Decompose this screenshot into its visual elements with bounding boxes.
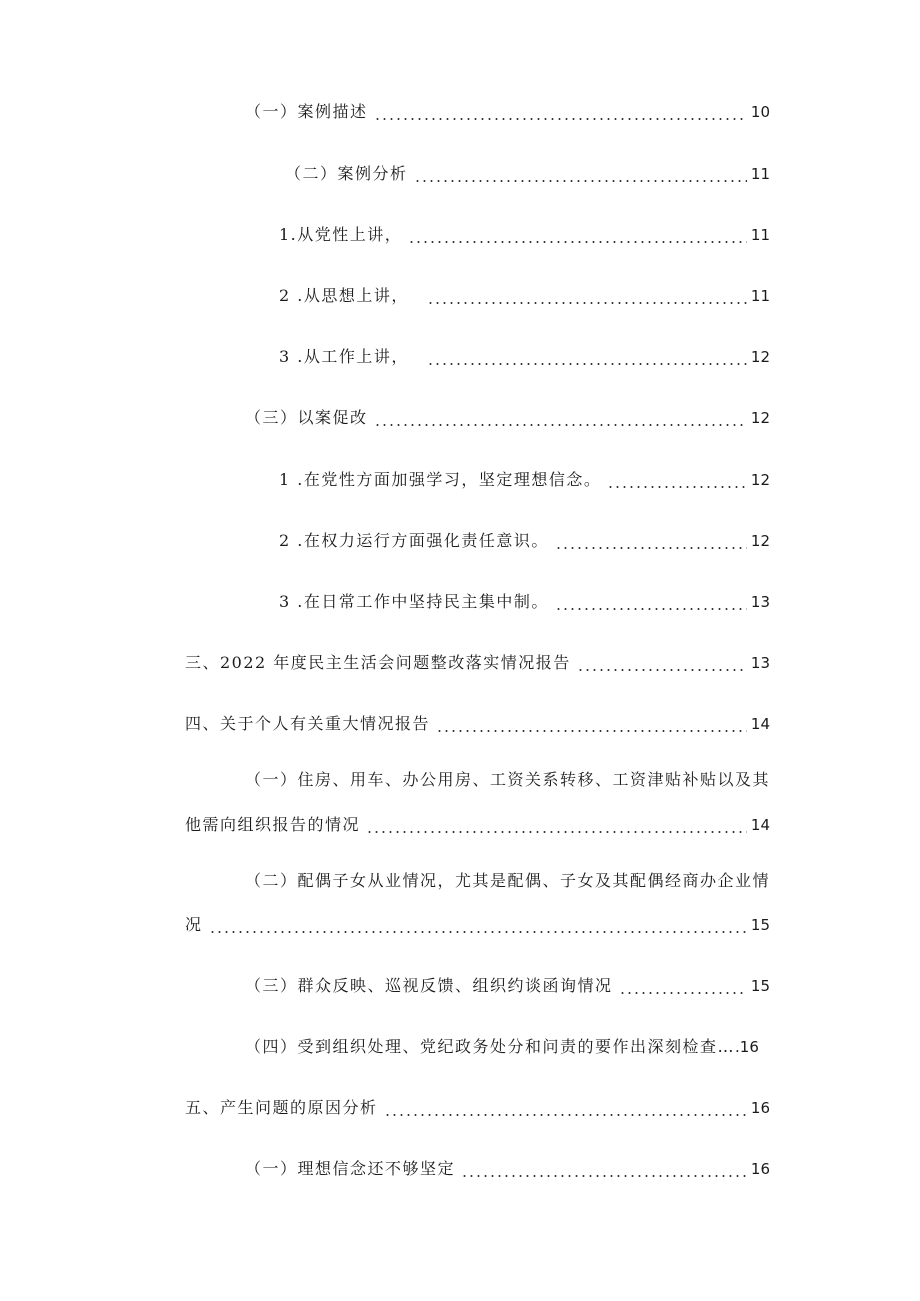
toc-entry-label: 他需向组织报告的情况	[185, 815, 361, 834]
toc-entry-label-line1[interactable]: （二）配偶子女从业情况，尤其是配偶、子女及其配偶经商办企业情	[245, 871, 771, 890]
toc-entry[interactable]	[245, 1032, 770, 1062]
toc-entry[interactable]	[279, 526, 770, 556]
toc-entry[interactable]	[245, 1154, 770, 1184]
toc-entry-label: 2 .在权力运行方面强化责任意识。	[279, 531, 549, 550]
dot-leader	[607, 486, 747, 488]
toc-entry-label: 1.从党性上讲，	[279, 225, 403, 244]
toc-entry-label: （一）理想信念还不够坚定	[245, 1159, 456, 1178]
dot-leader	[209, 931, 747, 933]
toc-entry-label: （四）受到组织处理、党纪政务处分和问责的要作出深刻检查…	[245, 1037, 736, 1056]
toc-entry-label: （一）案例描述	[245, 102, 368, 121]
toc-entry[interactable]	[285, 159, 770, 189]
dot-leader	[577, 669, 747, 671]
toc-entry[interactable]	[245, 403, 770, 433]
dot-leader	[408, 241, 747, 243]
toc-entry-page: 15	[750, 916, 770, 934]
toc-entry[interactable]	[185, 810, 770, 840]
toc-entry-page: 13	[750, 593, 770, 611]
dot-leader	[414, 180, 747, 182]
dot-leader	[555, 547, 747, 549]
toc-entry-page: 13	[750, 654, 770, 672]
toc-entry[interactable]	[245, 971, 770, 1001]
toc-entry-page: 12	[750, 471, 770, 489]
toc-entry[interactable]	[185, 910, 770, 940]
toc-entry-page: 11	[750, 287, 770, 305]
toc-entry-page: .16	[735, 1038, 759, 1056]
toc-entry-label: （二）案例分析	[285, 164, 408, 183]
dot-leader	[427, 363, 747, 365]
toc-entry-label: 1 .在党性方面加强学习，坚定理想信念。	[279, 470, 602, 489]
toc-entry[interactable]	[245, 97, 770, 127]
toc-entry-page: 14	[750, 816, 770, 834]
dot-leader	[436, 730, 747, 732]
dot-leader	[427, 302, 747, 304]
dot-leader	[555, 608, 747, 610]
toc-entry-label: （三）以案促改	[245, 408, 368, 427]
toc-entry-label: （三）群众反映、巡视反馈、组织约谈函询情况	[245, 976, 613, 995]
toc-entry-label: 2 .从思想上讲，	[279, 286, 409, 305]
dot-leader	[384, 1114, 747, 1116]
toc-entry-label: 3 .从工作上讲，	[279, 347, 409, 366]
toc-entry-label: 四、关于个人有关重大情况报告	[185, 714, 431, 733]
toc-entry-page: 10	[750, 103, 770, 121]
toc-entry[interactable]	[279, 281, 770, 311]
dot-leader	[461, 1175, 747, 1177]
toc-entry-label-line1[interactable]: （一）住房、用车、办公用房、工资关系转移、工资津贴补贴以及其	[245, 770, 771, 789]
toc-entry-label: 况	[185, 915, 203, 934]
toc-entry[interactable]	[185, 709, 770, 739]
toc-entry[interactable]	[279, 587, 770, 617]
toc-entry-page: 16	[750, 1160, 770, 1178]
toc-entry-page: 15	[750, 977, 770, 995]
toc-entry-label: 三、2022 年度民主生活会问题整改落实情况报告	[185, 653, 571, 672]
toc-entry-label: 3 .在日常工作中坚持民主集中制。	[279, 592, 549, 611]
toc-entry-page: 11	[750, 165, 770, 183]
dot-leader	[374, 424, 747, 426]
toc-entry-page: 14	[750, 715, 770, 733]
toc-entry-page: 12	[750, 409, 770, 427]
toc-entry[interactable]	[185, 648, 770, 678]
toc-entry[interactable]	[185, 1093, 770, 1123]
toc-entry-label: 五、产生问题的原因分析	[185, 1098, 378, 1117]
dot-leader	[366, 831, 747, 833]
toc-entry[interactable]	[279, 220, 770, 250]
dot-leader	[619, 992, 747, 994]
toc-entry-page: 16	[750, 1099, 770, 1117]
toc-entry[interactable]	[279, 465, 770, 495]
toc-entry-page: 12	[750, 348, 770, 366]
toc-entry-page: 11	[750, 226, 770, 244]
toc-entry-page: 12	[750, 532, 770, 550]
dot-leader	[374, 118, 747, 120]
toc-entry[interactable]	[279, 342, 770, 372]
